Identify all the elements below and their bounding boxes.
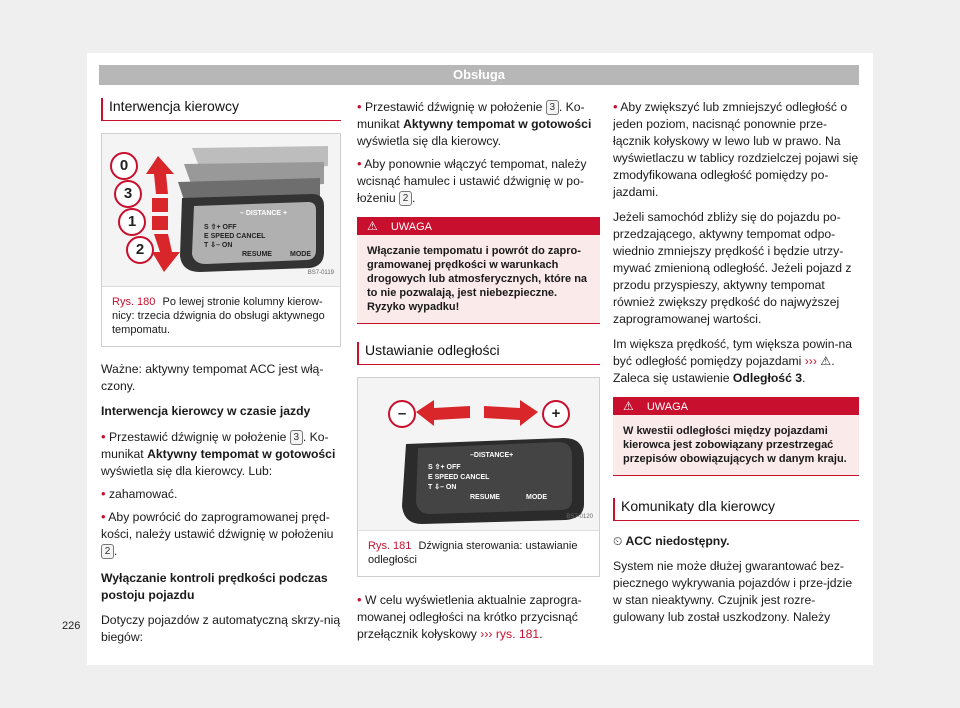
page-header: Obsługa [99, 65, 859, 85]
bullet-item [101, 485, 341, 503]
lever-illustration-181 [358, 378, 599, 531]
bullet-text: Aby powrócić do zaprogramowanej pręd-kości, należy ustawić dźwignię w położeniu [101, 510, 334, 541]
bullet-dot: • [613, 99, 618, 114]
column-1 [101, 98, 341, 654]
position-badge: 3 [290, 430, 303, 445]
lever-row-5: MODE [290, 251, 311, 258]
bullet-dot: • [357, 592, 362, 607]
paragraph-bold: Odległość 3 [732, 371, 803, 385]
bullet-text-mid: . Ko-munikat [357, 100, 585, 131]
figure-181 [357, 377, 600, 577]
paragraph-zbliza: Jeżeli samochód zbliży się do pojazdu po-przedzającego, aktywny tempomat odpo-wiednio zmniejszy prędkość i będzie utrzy-mywać zmienioną odległość. Jeżeli pojazd z przodu przyspieszy, aktywny tempomat również zwiększy prędkość do najwyższej zaprogramowanej wartości. [613, 210, 852, 326]
caption-number: Rys. 181 [368, 540, 412, 552]
position-label-2: 2 [126, 236, 154, 264]
lever-row-2: E SPEED CANCEL [204, 233, 266, 240]
bullet-item [357, 591, 600, 643]
plus-label: + [542, 400, 570, 428]
arrow-left [416, 400, 470, 426]
caption-number: Rys. 180 [112, 296, 156, 308]
bullet-dot: • [357, 99, 362, 114]
image-code: BS7-0120 [566, 514, 593, 520]
figure-caption [358, 531, 599, 576]
paragraph-text-mid: . Zaleca się ustawienie [613, 354, 835, 385]
bullet-item [357, 155, 600, 207]
warning-body: W kwestii odległości między pojazdami kierowca jest zobowiązany przestrzegać przepisów obowiązujących w danym kraju. [623, 425, 847, 465]
bullet-text: Aby zwiększyć lub zmniejszyć odległość o jeden poziom, nacisnąć ponownie prze-łącznik kołyskowy w lewo lub w prawo. Na wyświetlaczu w tablicy rozdzielczej pojawi się zmodyfikowana odległość pomiędzy po-jazdami. [613, 100, 859, 199]
position-label-1: 1 [118, 208, 146, 236]
subheading-acc [613, 533, 859, 550]
bullet-dot: • [101, 429, 106, 444]
bullet-text: W celu wyświetlenia aktualnie zaprogra-mowanej odległości na krótko przycisnąć przełącznik kołyskowy [357, 593, 582, 641]
bullet-item [357, 98, 600, 150]
figure-reference-link[interactable]: ››› rys. 181 [480, 627, 540, 641]
arrow-right [484, 400, 538, 426]
subheading-postoj: Wyłączanie kontroli prędkości podczas postoju pojazdu [101, 571, 328, 602]
lever-row-4: RESUME [470, 494, 500, 501]
warning-triangle-icon: ⚠ [367, 219, 378, 233]
section-title-komunikaty: Komunikaty dla kierowcy [613, 498, 859, 521]
warning-title: UWAGA [390, 221, 432, 233]
lever-distance-label: –DISTANCE+ [470, 452, 514, 459]
lever-row-3: T ⇩– ON [428, 484, 457, 491]
subheading-jazda: Interwencja kierowcy w czasie jazdy [101, 404, 311, 418]
bullet-text-mid: . Ko-munikat [101, 430, 329, 461]
column-3 [613, 98, 859, 634]
warning-header [357, 217, 600, 235]
arrow-down [152, 234, 180, 272]
lever-distance-label: – DISTANCE + [240, 210, 288, 217]
bullet-text-end: wyświetla się dla kierowcy. Lub: [101, 464, 273, 478]
position-badge: 2 [101, 544, 114, 559]
lever-row-2: E SPEED CANCEL [428, 474, 490, 481]
bullet-text: Aby ponownie włączyć tempomat, należy wcisnąć hamulec i ustawić dźwignię w po-łożeniu [357, 157, 587, 205]
minus-label: – [388, 400, 416, 428]
arrow-stem-2 [152, 216, 168, 230]
lever-row-1: S ⇧+ OFF [204, 224, 237, 231]
paragraph-dotyczy: Dotyczy pojazdów z automatyczną skrzy-nią biegów: [101, 613, 341, 644]
lever-row-1: S ⇧+ OFF [428, 464, 461, 471]
bullet-bold: Aktywny tempomat w gotowości [403, 117, 592, 131]
warning-header [613, 397, 859, 415]
bullet-text-end: . [412, 191, 416, 205]
bullet-text: Przestawić dźwignię w położenie [364, 100, 543, 114]
warning-title: UWAGA [646, 401, 688, 413]
paragraph-predkosc [613, 336, 859, 387]
arrow-stem-1 [152, 198, 168, 212]
bullet-item [101, 428, 341, 480]
paragraph-text-end: . [802, 371, 806, 385]
figure-caption [102, 287, 340, 346]
position-badge: 2 [399, 191, 412, 206]
lever-row-3: T ⇩– ON [204, 242, 233, 249]
figure-180 [101, 133, 341, 347]
position-badge: 3 [546, 100, 559, 115]
arrow-up [146, 156, 174, 194]
warning-reference-link[interactable]: ››› [804, 354, 817, 368]
paragraph-text: Im większa prędkość, tym większa powin-na być odległość pomiędzy pojazdami [613, 337, 853, 368]
caption-text: Dźwignia sterowania: ustawianie odległości [368, 540, 578, 566]
bullet-text-end: wyświetla się dla kierowcy. [357, 134, 502, 148]
lever-illustration-180 [102, 134, 340, 287]
lever-row-5: MODE [526, 494, 547, 501]
bullet-dot: • [101, 486, 106, 501]
section-title-odleglosc: Ustawianie odległości [357, 342, 600, 365]
speedometer-icon: ⏲ [613, 534, 623, 548]
bullet-item [101, 508, 341, 560]
warning-triangle-icon: ⚠ [623, 399, 634, 413]
warning-ref-triangle-icon: ⚠ [820, 354, 832, 368]
bullet-text: Przestawić dźwignię w położenie [108, 430, 287, 444]
bullet-text: zahamować. [108, 487, 178, 501]
position-label-0: 0 [110, 152, 138, 180]
position-label-3: 3 [114, 180, 142, 208]
paragraph-wazne: Ważne: aktywny tempomat ACC jest włą-czony. [101, 362, 324, 393]
bullet-text-end: . [539, 627, 543, 641]
bullet-dot: • [101, 509, 106, 524]
section-title-interwencja: Interwencja kierowcy [101, 98, 341, 121]
lever-row-4: RESUME [242, 251, 272, 258]
bullet-dot: • [357, 156, 362, 171]
bullet-item [613, 98, 859, 201]
paragraph-system: System nie może dłużej gwarantować bez-piecznego wykrywania pojazdów i prze-jdzie w stan nieaktywny. Czujnik jest rozre-gulowany lub został uszkodzony. Należy [613, 559, 853, 624]
bullet-bold: Aktywny tempomat w gotowości [147, 447, 336, 461]
caption-text: Po lewej stronie kolumny kierow-nicy: trzecia dźwignia do obsługi aktywnego tempomatu. [112, 296, 325, 336]
column-2 [357, 98, 600, 648]
warning-box [613, 397, 859, 476]
page-number: 226 [62, 620, 81, 632]
image-code: BS7-0119 [307, 270, 334, 276]
warning-box [357, 217, 600, 324]
warning-body: Włączanie tempomatu i powrót do zapro-gramowanej prędkości w warunkach drogowych lub atmosferycznych, które na to nie pozwalają, jest niebezpieczne. Ryzyko wypadku! [367, 245, 588, 313]
bullet-text-end: . [114, 544, 118, 558]
subheading-text: ACC niedostępny. [625, 534, 730, 548]
